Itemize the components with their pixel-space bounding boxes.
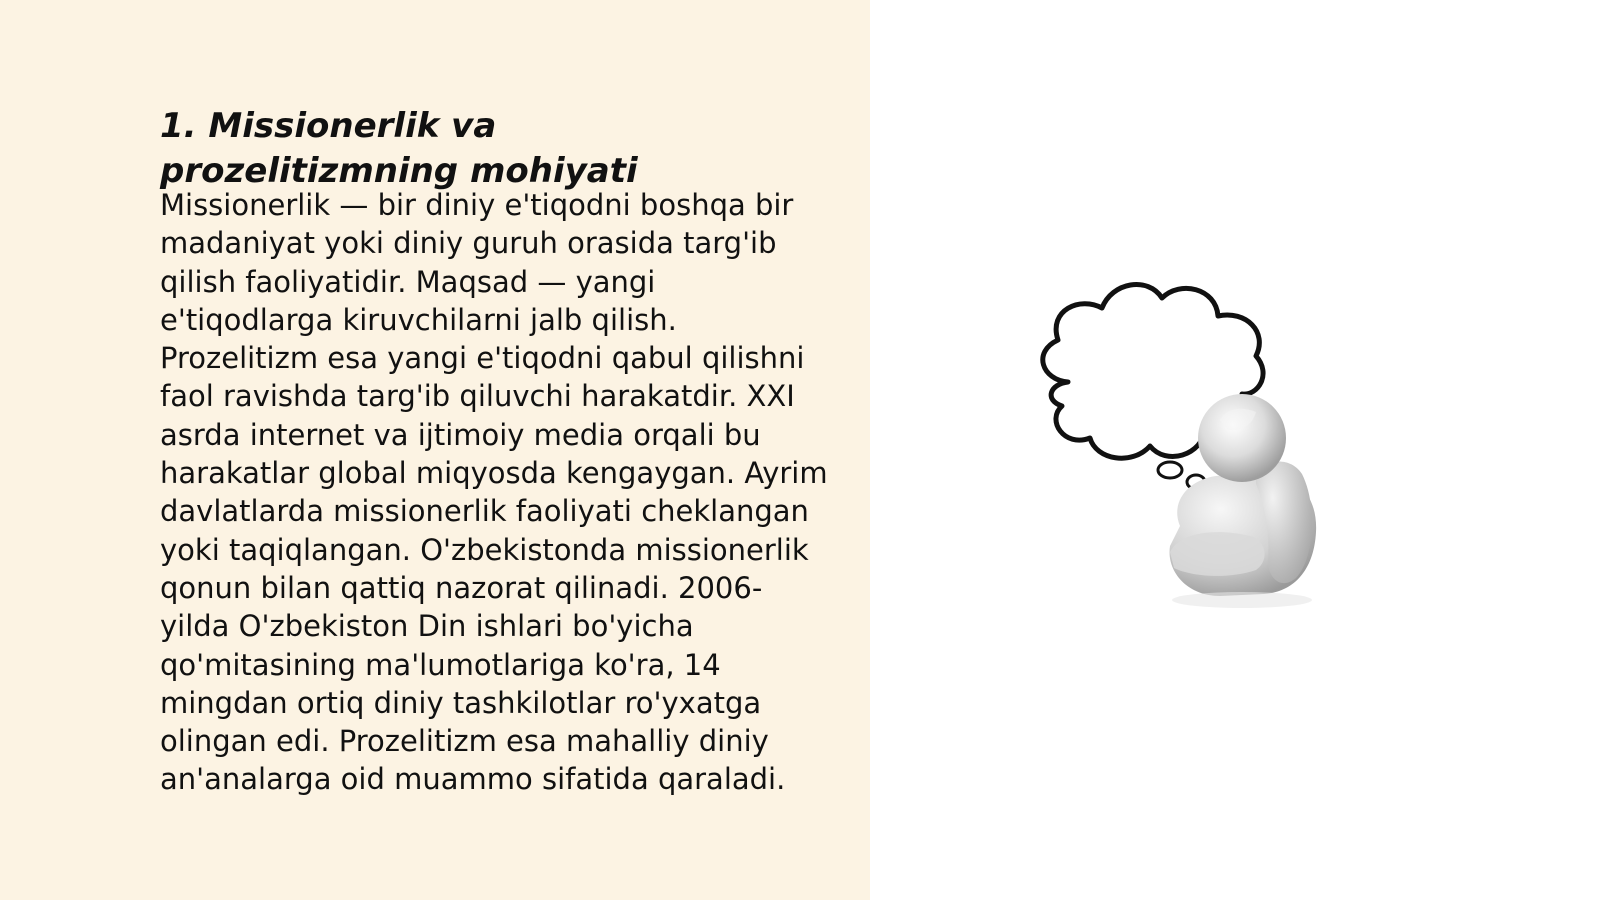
thinking-person-icon	[1020, 270, 1360, 620]
slide-title: 1. Missionerlik va prozelitizmning mohiyati	[160, 106, 638, 191]
slide-body-text: Missionerlik — bir diniy e'tiqodni boshqa bir madaniyat yoki diniy guruh orasida targ'ib qilish faoliyatidir. Maqsad — yangi e'tiqodlarga kiruvchilarni jalb qilish. Prozelitizm esa yangi e'tiqodni qabul qilishni faol ravishda targ'ib qiluvchi harakatdir. XXI asrda internet va ijtimoiy media orqali bu harakatlar global miqyosda kengaygan. Ayrim davlatlarda missionerlik faoliyati cheklangan yoki taqiqlangan. O'zbekistonda missionerlik qonun bilan qattiq nazorat qilinadi. 2006-yilda O'zbekiston Din ishlari bo'yicha qo'mitasining ma'lumotlariga ko'ra, 14 mingdan ortiq diniy tashkilotlar ro'yxatga olingan edi. Prozelitizm esa mahalliy diniy an'analarga oid muammo sifatida qaraladi.	[160, 188, 828, 797]
